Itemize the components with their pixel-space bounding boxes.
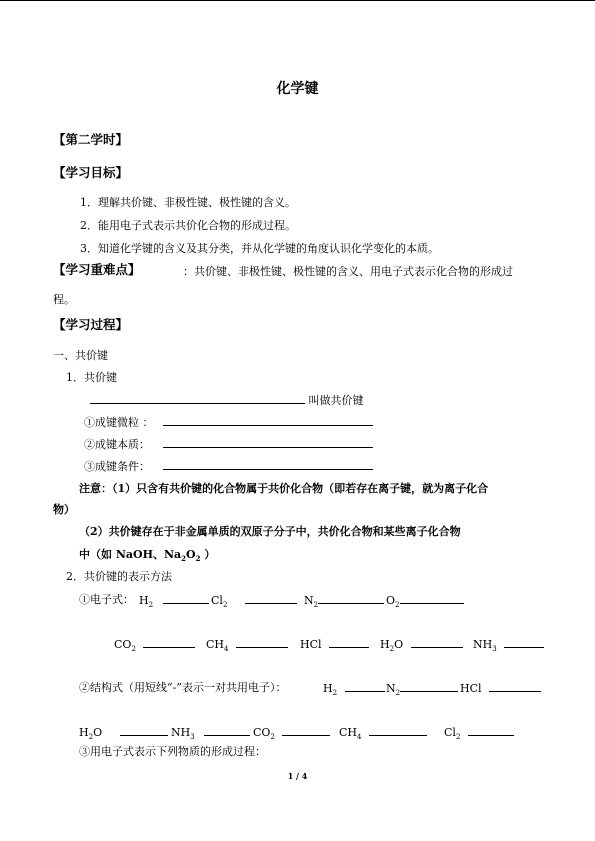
structural-co2: $CO_2$ [253,725,330,740]
structural-nh3-blank[interactable] [204,725,250,736]
electron-ch4: $CH_4$ [206,637,288,652]
particles-blank[interactable] [163,415,373,426]
essence-label: ②成键本质： [84,438,150,451]
electron-co2-blank[interactable] [143,637,195,648]
electron-h2: $H_2$ [139,593,209,608]
structural-h2o: $H_2O$ [79,725,168,740]
note-2: （2）共价键存在于非金属单质的双原子分子中，共价化合物和某些离子化合物 [79,525,461,538]
formation-process-label: ③用电子式表示下列物质的形成过程： [79,745,266,758]
structural-h2: $H_2$ [323,681,385,696]
structural-ch4-blank[interactable] [369,725,427,736]
structural-cl2-blank[interactable] [468,725,514,736]
period-heading: 【第二学时】 [53,132,129,147]
structural-n2-blank[interactable] [400,681,458,692]
note-1: 注意：（1）只含有共价键的化合物属于共价化合物（即若存在离子键，就为离子化合 [79,482,489,495]
key-text-cont: 程。 [53,293,75,306]
electron-co2: $CO_2$ [114,637,195,652]
definition-blank[interactable] [90,393,305,404]
structural-ch4: $CH_4$ [339,725,427,740]
essence-line [84,437,373,452]
structural-h2o-blank[interactable] [120,725,168,736]
condition-blank[interactable] [163,459,373,470]
electron-hcl-blank[interactable] [329,637,369,648]
condition-line [84,459,373,474]
note-1-cont: 物） [53,503,75,516]
structural-h2-blank[interactable] [345,681,385,692]
goals-heading: 【学习目标】 [53,165,129,180]
page-title: 化学键 [276,81,319,97]
structural-nh3: $NH_3$ [171,725,250,740]
structural-cl2: $Cl_2$ [444,725,514,740]
electron-o2-blank[interactable] [400,593,464,604]
goal-3: 3．知道化学键的含义及其分类，并从化学键的角度认识化学变化的本质。 [80,242,439,255]
particles-label: ①成键微粒 ： [84,416,154,429]
electron-h2-blank[interactable] [163,593,209,604]
goal-2: 2．能用电子式表示共价化合物的形成过程。 [80,219,296,232]
electron-h2o-blank[interactable] [411,637,463,648]
key-heading: 【学习重难点】 [53,262,141,277]
condition-label: ③成键条件： [84,460,150,473]
electron-nh3: $NH_3$ [473,637,544,652]
goal-1: 1．理解共价键、非极性键、极性键的含义。 [80,196,296,209]
particles-line [84,415,373,430]
part-1-heading: 一、共价键 [53,349,108,362]
definition-suffix: 叫做共价键 [308,394,364,407]
electron-cl2: $Cl_2$ [211,593,297,608]
process-heading: 【学习过程】 [53,317,129,332]
note-3: 中（如 NaOH、$Na_2O_2$ ） [79,548,216,564]
electron-label: ①电子式： [79,593,134,606]
electron-n2-blank[interactable] [318,593,384,604]
structural-n2: $N_2$ [386,681,458,696]
electron-o2: $O_2$ [386,593,464,608]
key-text: ：共价键、非极性键、极性键的含义、用电子式表示化合物的形成过 [183,265,513,278]
definition-line [90,393,364,408]
electron-hcl: HCl [300,637,369,652]
electron-nh3-blank[interactable] [504,637,544,648]
structural-hcl: HCl [460,681,541,696]
structural-co2-blank[interactable] [282,725,330,736]
item-1-heading: 1．共价键 [66,371,117,384]
structural-hcl-blank[interactable] [489,681,541,692]
item-2-heading: 2．共价键的表示方法 [66,570,172,583]
electron-h2o: $H_2O$ [380,637,463,652]
essence-blank[interactable] [163,437,373,448]
structural-label: ②结构式（用短线“-”表示一对共用电子）： [79,681,287,694]
electron-ch4-blank[interactable] [236,637,288,648]
top-rule [0,0,595,1]
electron-cl2-blank[interactable] [245,593,297,604]
page-number: 1 / 4 [287,771,308,781]
electron-n2: $N_2$ [304,593,384,608]
